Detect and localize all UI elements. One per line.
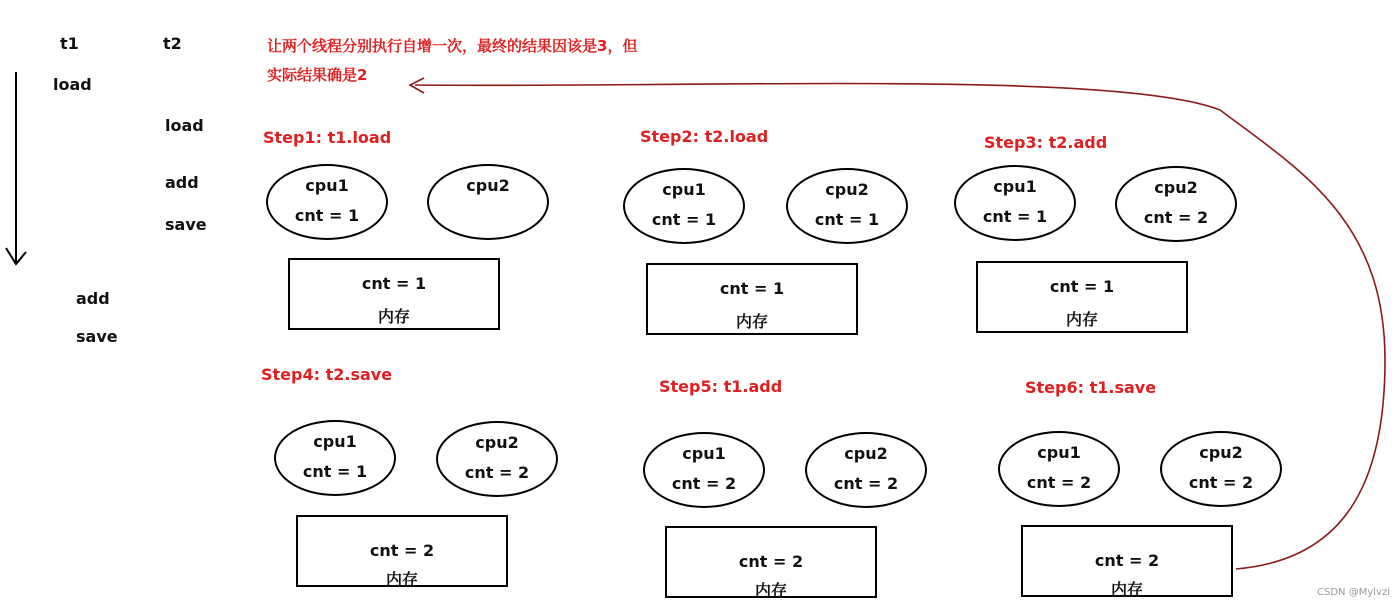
- step2-cpu1: [623, 168, 745, 244]
- t2-header: t2: [163, 34, 182, 53]
- memory-value: cnt = 2: [369, 541, 435, 560]
- step5-memory: [665, 526, 877, 598]
- t1-header: t1: [60, 34, 79, 53]
- cpu-label: cpu2: [475, 433, 519, 452]
- cpu-value: cnt = 2: [671, 474, 737, 493]
- cpu-label: cpu1: [662, 180, 706, 199]
- cpu-value: cnt = 2: [1026, 473, 1092, 492]
- t1-save-label: save: [76, 327, 118, 346]
- t2-add-label: add: [165, 173, 199, 192]
- memory-value: cnt = 2: [1094, 551, 1160, 570]
- step1-cpu2: [427, 164, 549, 240]
- cpu-value: cnt = 2: [833, 474, 899, 493]
- memory-label: 内存: [754, 581, 787, 600]
- step6-title: Step6: t1.save: [1025, 378, 1157, 397]
- step4-cpu1: [274, 420, 396, 496]
- memory-label: 内存: [735, 312, 768, 331]
- watermark: CSDN @Mylvzi: [1317, 587, 1390, 598]
- cpu-label: cpu2: [825, 180, 869, 199]
- cpu-value: cnt = 2: [1188, 473, 1254, 492]
- cpu-label: cpu2: [466, 176, 510, 195]
- step6-memory: [1021, 525, 1233, 597]
- cpu-label: cpu1: [313, 432, 357, 451]
- cpu-value: cnt = 1: [302, 462, 368, 481]
- cpu-value: cnt = 2: [1143, 208, 1209, 227]
- step3-memory: [976, 261, 1188, 333]
- step3-cpu2: [1115, 166, 1237, 242]
- cpu-label: cpu1: [993, 177, 1037, 196]
- cpu-label: cpu1: [1037, 443, 1081, 462]
- note-line-1: 让两个线程分别执行自增一次，最终的结果因该是3，但: [267, 37, 638, 55]
- memory-value: cnt = 1: [719, 279, 785, 298]
- timeline-arrow: [6, 72, 26, 264]
- t1-load-label: load: [53, 75, 92, 94]
- t1-add-label: add: [76, 289, 110, 308]
- cpu-label: cpu2: [844, 444, 888, 463]
- step3-cpu1: [954, 165, 1076, 241]
- memory-value: cnt = 2: [738, 552, 804, 571]
- step2-memory: [646, 263, 858, 335]
- cpu-label: cpu2: [1199, 443, 1243, 462]
- step2-cpu2: [786, 168, 908, 244]
- step5-title: Step5: t1.add: [659, 377, 783, 396]
- cpu-label: cpu1: [682, 444, 726, 463]
- note-line-2: 实际结果确是2: [267, 66, 368, 84]
- step6-cpu2: [1160, 431, 1282, 507]
- cpu-value: cnt = 1: [814, 210, 880, 229]
- t2-save-label: save: [165, 215, 207, 234]
- step6-cpu1: [998, 431, 1120, 507]
- step5-cpu2: [805, 432, 927, 508]
- t2-load-label: load: [165, 116, 204, 135]
- step1-title: Step1: t1.load: [263, 128, 392, 147]
- cpu-value: cnt = 1: [294, 206, 360, 225]
- step1-memory: [288, 258, 500, 330]
- memory-value: cnt = 1: [361, 274, 427, 293]
- memory-label: 内存: [385, 570, 418, 589]
- cpu-value: cnt = 2: [464, 463, 530, 482]
- step1-cpu1: [266, 164, 388, 240]
- cpu-label: cpu1: [305, 176, 349, 195]
- step4-memory: [296, 515, 508, 587]
- cpu-value: cnt = 1: [651, 210, 717, 229]
- step3-title: Step3: t2.add: [984, 133, 1108, 152]
- step4-cpu2: [436, 421, 558, 497]
- step5-cpu1: [643, 432, 765, 508]
- step4-title: Step4: t2.save: [261, 365, 393, 384]
- memory-value: cnt = 1: [1049, 277, 1115, 296]
- cpu-value: cnt = 1: [982, 207, 1048, 226]
- memory-label: 内存: [377, 307, 410, 326]
- memory-label: 内存: [1110, 580, 1143, 599]
- cpu-label: cpu2: [1154, 178, 1198, 197]
- memory-label: 内存: [1065, 310, 1098, 329]
- step2-title: Step2: t2.load: [640, 127, 769, 146]
